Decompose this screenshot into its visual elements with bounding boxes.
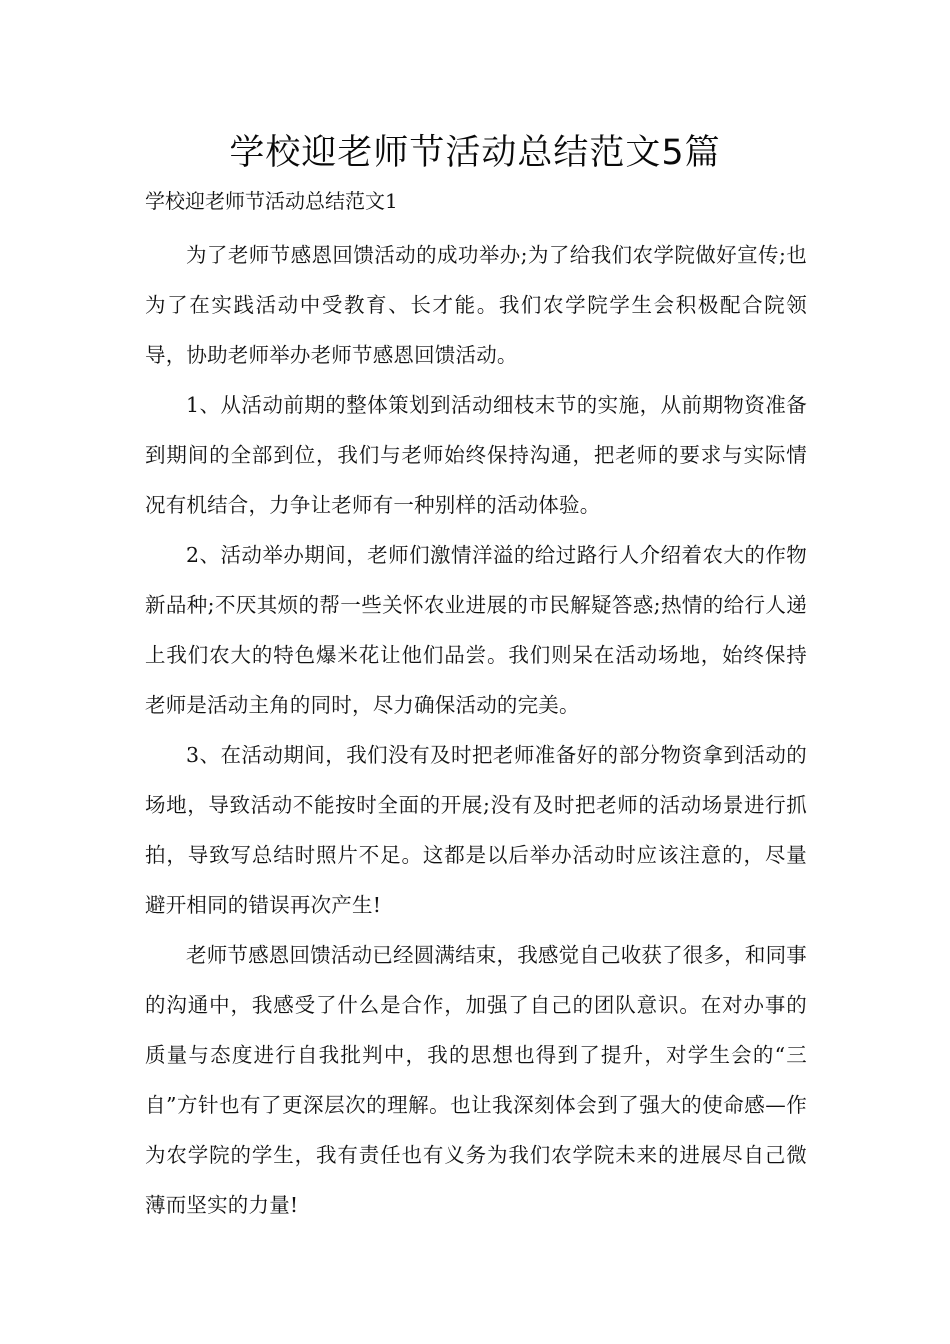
paragraph-point-1: 1、从活动前期的整体策划到活动细枝末节的实施，从前期物资准备到期间的全部到位，我们与老师始终保持沟通，把老师的要求与实际情况有机结合，力争让老师有一种别样的活动体验。 (145, 393, 807, 517)
paragraph-conclusion: 老师节感恩回馈活动已经圆满结束，我感觉自己收获了很多，和同事的沟通中，我感受了什么是合作，加强了自己的团队意识。在对办事的质量与态度进行自我批判中，我的思想也得到了提升，对学生会的“三自”方针也有了更深层次的理解。也让我深刻体会到了强大的使命感—作为农学院的学生，我有责任也有义务为我们农学院未来的进展尽自己微薄而坚实的力量! (145, 943, 807, 1217)
paragraph-point-3: 3、在活动期间，我们没有及时把老师准备好的部分物资拿到活动的场地，导致活动不能按时全面的开展;没有及时把老师的活动场景进行抓拍，导致写总结时照片不足。这都是以后举办活动时应该注意的，尽量避开相同的错误再次产生! (145, 743, 807, 917)
document-body (145, 230, 807, 1230)
section-subtitle: 学校迎老师节活动总结范文1 (145, 189, 398, 213)
paragraph-point-2: 2、活动举办期间，老师们激情洋溢的给过路行人介绍着农大的作物新品种;不厌其烦的帮一些关怀农业进展的市民解疑答惑;热情的给行人递上我们农大的特色爆米花让他们品尝。我们则呆在活动场地，始终保持老师是活动主角的同时，尽力确保活动的完美。 (145, 543, 807, 717)
paragraph-intro: 为了老师节感恩回馈活动的成功举办;为了给我们农学院做好宣传;也为了在实践活动中受教育、长才能。我们农学院学生会积极配合院领导，协助老师举办老师节感恩回馈活动。 (145, 243, 807, 367)
document-title: 学校迎老师节活动总结范文5篇 (229, 133, 721, 173)
